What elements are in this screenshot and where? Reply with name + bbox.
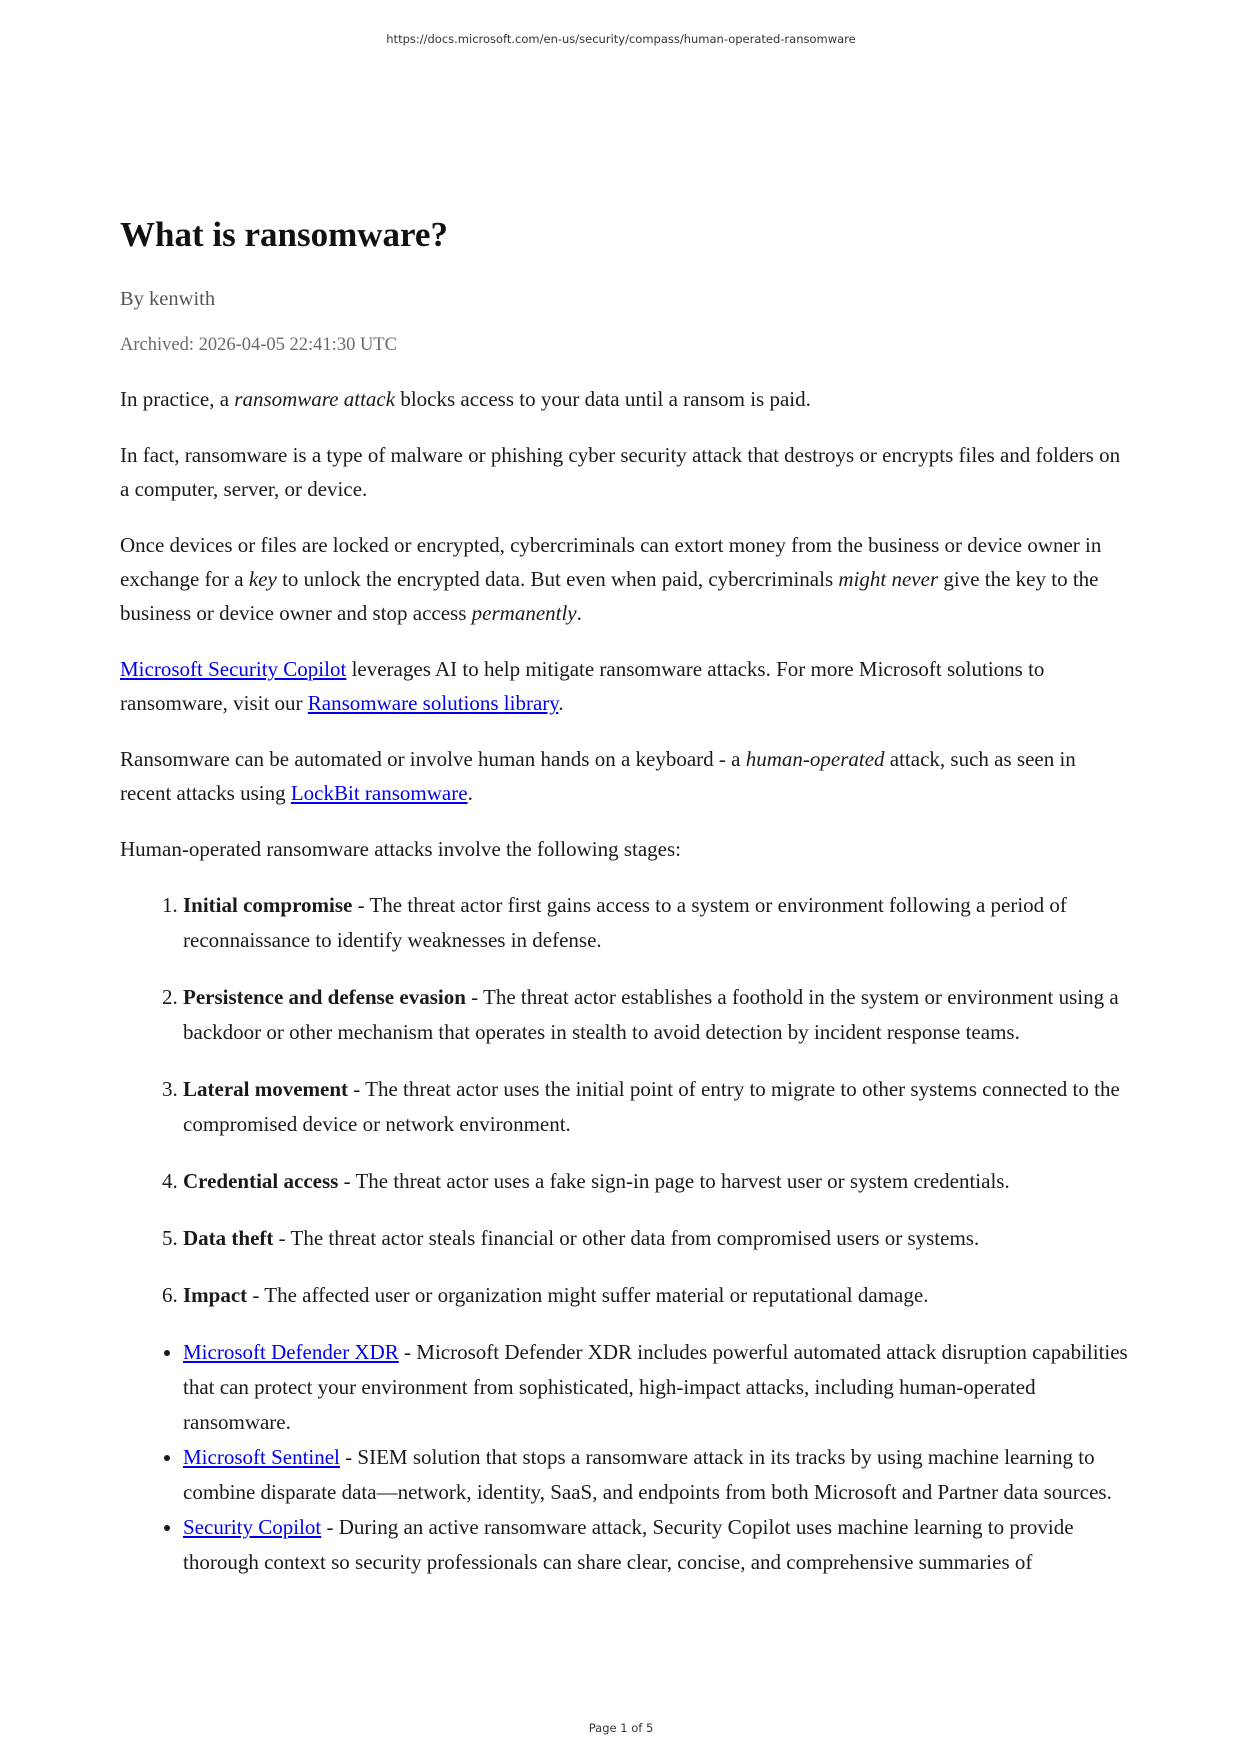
security-copilot-link[interactable]: Microsoft Security Copilot (120, 657, 347, 681)
archived-timestamp: Archived: 2026-04-05 22:41:30 UTC (120, 335, 397, 355)
paragraph-extortion: Once devices or files are locked or encrypted, cybercriminals can extort money from the business or device owner in exchange for a key to unlock the encrypted data. But even when paid, cybercriminals might never give the key to the business or device owner and stop access permanently. (120, 533, 1102, 625)
solution-item: • Microsoft Defender XDR - Microsoft Defender XDR includes powerful automated attack disruption capabilities that can protect your environment from sophisticated, high-impact attacks, including human-operated ransomware. (183, 1335, 1130, 1440)
lockbit-ransomware-link[interactable]: LockBit ransomware (290, 781, 468, 805)
stage-item: 4. Credential access - The threat actor uses a fake sign-in page to harvest user or system credentials. (183, 1164, 1130, 1199)
stage-item: 6. Impact - The affected user or organization might suffer material or reputational damage. (183, 1278, 1130, 1313)
security-copilot-list-link[interactable]: Security Copilot (183, 1515, 322, 1539)
page-url-header: https://docs.microsoft.com/en-us/security/compass/human-operated-ransomware (386, 32, 856, 46)
article (120, 212, 1130, 1580)
solutions-list (120, 1335, 1130, 1580)
paragraph-stages-intro: Human-operated ransomware attacks involve the following stages: (120, 837, 681, 861)
solution-item: • Microsoft Sentinel - SIEM solution that stops a ransomware attack in its tracks by using machine learning to combine disparate data—network, identity, SaaS, and endpoints from both Microsoft and Partner data sources. (183, 1440, 1130, 1510)
paragraph-human-operated: Ransomware can be automated or involve human hands on a keyboard - a human-operated attack, such as seen in recent attacks using LockBit ransomware. (120, 747, 1076, 805)
solution-item: • Security Copilot - During an active ransomware attack, Security Copilot uses machine learning to provide thorough context so security professionals can share clear, concise, and comprehensive summaries of (183, 1510, 1130, 1580)
byline: By kenwith (120, 288, 216, 310)
attack-stages-list (120, 888, 1130, 1313)
paragraph-intro: In practice, a ransomware attack blocks access to your data until a ransom is paid. (120, 387, 811, 411)
microsoft-defender-xdr-link[interactable]: Microsoft Defender XDR (183, 1340, 399, 1364)
stage-item: 1. Initial compromise - The threat actor first gains access to a system or environment following a period of reconnaissance to identify weaknesses in defense. (183, 888, 1130, 958)
page-number-footer: Page 1 of 5 (588, 1721, 654, 1735)
paragraph-definition: In fact, ransomware is a type of malware or phishing cyber security attack that destroys or encrypts files and folders on a computer, server, or device. (120, 443, 1121, 501)
stage-item: 5. Data theft - The threat actor steals financial or other data from compromised users or systems. (183, 1221, 1130, 1256)
paragraph-copilot: Microsoft Security Copilot leverages AI to help mitigate ransomware attacks. For more Microsoft solutions to ransomware, visit our Ransomware solutions library. (120, 657, 1045, 715)
stage-item: 2. Persistence and defense evasion - The threat actor establishes a foothold in the system or environment using a backdoor or other mechanism that operates in stealth to avoid detection by incident response teams. (183, 980, 1130, 1050)
page-title: What is ransomware? (120, 215, 448, 254)
ransomware-solutions-library-link[interactable]: Ransomware solutions library (307, 691, 559, 715)
microsoft-sentinel-link[interactable]: Microsoft Sentinel (183, 1445, 340, 1469)
stage-item: 3. Lateral movement - The threat actor uses the initial point of entry to migrate to other systems connected to the compromised device or network environment. (183, 1072, 1130, 1142)
